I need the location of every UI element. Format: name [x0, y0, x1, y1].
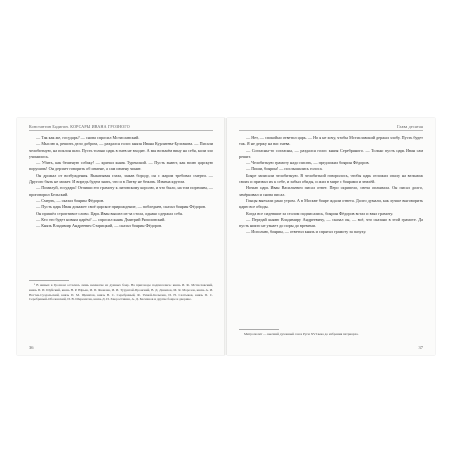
- paragraph: — Смерть, — сказал боярин Фёдоров.: [36, 197, 105, 203]
- paragraph: — Пиши, боярин! — послышались голоса.: [246, 166, 323, 172]
- paragraph: Бояре записали челобитную. В челобитной говорилось, чтобы царь отложил опалу на вельмож своих и призвал их к себе, и забыл обиды, и жил в мире с боярами и землёй.: [239, 172, 423, 185]
- footnote-rule: [29, 280, 69, 281]
- paragraph: — Так как же, государь? — снова спросил Мстиславский.: [36, 135, 140, 140]
- paragraph: Он пришёл строптивое слово. Царь Иван вышел из-за стола, однако сдержал себя.: [36, 210, 183, 216]
- footnotes: [29, 283, 213, 302]
- paragraph: — Передай князю Владимиру Андреевичу, — сказал он, — всё, что сказано в этой грамоте. Да пусть никто не узнает до поры до времени.: [239, 216, 423, 229]
- paragraph: — Убить, как бешеную собаку! — кричал князь Туренский. — Пусть знают, как волю царскую порушать! Он дерзает говорить об измене, а сам измену чинит.: [29, 160, 213, 172]
- paragraph: — Пусть царь Иван докажет своё царское прирождение, — побледнев, сказал боярин Фёдоров.: [36, 204, 207, 210]
- footnote-rule: [239, 329, 279, 330]
- page-number: 36: [29, 345, 34, 350]
- paragraph: — Помилуй, государь! Отпиши его грамоту к литовскому королю, и что было, на том порешим, — проговорил Бельский.: [29, 185, 213, 197]
- paragraph: Он дрожал от возбуждения. Выкатывая глаза, зажав бороду, он с жаром требовал смерти. — Другого быть не может. И впредь будем знать, что и в Литву не бежать. Измена кругом.: [29, 172, 213, 185]
- paragraph: — Нет, — спокойно ответил царь. — Но я не хочу, чтобы Мстиславский держал злобу. Пусть будет так. Я не держу на вас гнева.: [239, 135, 423, 147]
- paragraph: — Исполню, боярин, — ответил князь и спрятал грамоту за пазуху.: [246, 229, 367, 235]
- header-rule: [239, 130, 423, 131]
- page-number: 37: [418, 345, 423, 350]
- paragraph: — Кто это будет новым царём? — спросил князь Дмитрий Ряполовский.: [36, 216, 166, 222]
- paragraph: — Согласны-то согласны, — раздался голос князя Серебряного. — Только пусть царь Иван сам решит.: [239, 147, 423, 159]
- book-spread: [17, 118, 435, 355]
- paragraph: Гонцы выехали рано утром. А в Москве бояре ждали ответа. Долго думали, как лучше выговорить царю все обиды.: [239, 197, 423, 210]
- paragraph: — Мыслю я, решить дело добром, — раздался голос князя Ивана Курлятева-Булгакова. — Писали челобитную, на поклон шли. Пусть только царь в гнев не входит. А мы возьмём вину на себя, коли зло учинилось.: [29, 141, 213, 159]
- paragraph: — Челобитную грамоту надо писать, — предложил боярин Фёдоров.: [246, 160, 370, 166]
- footnote: ¹ В живых в Грозном остались лишь немногие из думных бояр. На приговоре подписались: князь И. Ф. Мстиславский, князь П. И. Шуйский, князь Н. Р. Юрьев, И. П. Яковлев, И. И. Турунтай-Пронский, В. Д. Данилов, М. Я. Морозов, князь А. И. Ногтев-Суздальский, князь П. М. Щенятев, князь В. С. Серебряный, Ф. Умной-Колычев, И. Н. Салтыков, князь П. С. Серебряный-Оболенский, И. В. Шереметев, князь Д. И. Хворостинин, А. Д. Басманов и другие бояре и дворяне.: [29, 283, 213, 302]
- footnotes: [239, 332, 423, 337]
- body-text: [239, 135, 423, 236]
- left-page: [17, 118, 225, 355]
- running-head: Константин Бадигин. КОРСАРЫ ИВАНА ГРОЗНОГО: [29, 124, 130, 129]
- footnote: Митрополит — высший духовный сан в Руси XVI века до избрания патриарха.: [244, 332, 359, 336]
- running-head: Глава десятая: [397, 124, 423, 129]
- paragraph: — Князь Владимир Андреевич Старицкий, — сказал боярин Фёдоров.: [36, 223, 163, 229]
- paragraph: Когда все сидевшие за столом подписались, боярин Фёдоров встал и взял грамоту.: [246, 210, 394, 216]
- right-page: [227, 118, 435, 355]
- header-rule: [29, 130, 213, 131]
- body-text: [29, 135, 213, 229]
- paragraph: Ночью царь Иван Васильевич писал ответ. Перо скрипело, свеча оплывала. Он писал долго, зачёркивал и снова писал.: [239, 185, 423, 197]
